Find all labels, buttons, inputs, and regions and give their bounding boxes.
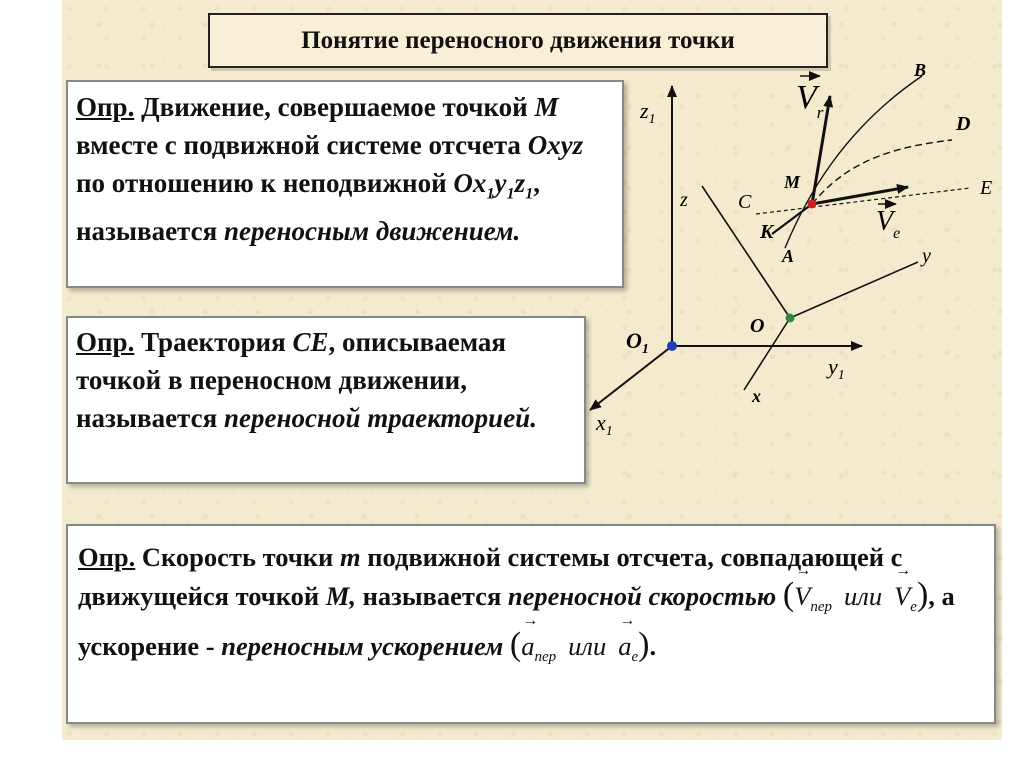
- label-O: O: [750, 315, 765, 337]
- term-transport-acceleration: переносным ускорением: [221, 631, 504, 661]
- trajectory-K: [772, 204, 812, 234]
- svg-text:Vr: $V_r$: [796, 79, 824, 122]
- y-axis: [790, 262, 918, 318]
- relative-trajectory-D: [812, 140, 952, 204]
- svg-text:Ve: $V_e$: [876, 206, 901, 242]
- label-C: C: [738, 191, 752, 213]
- label-E: E: [980, 177, 993, 199]
- term-transport-velocity: переносной скоростью: [507, 581, 777, 611]
- label-Vr: [796, 76, 824, 122]
- label-B: B: [914, 60, 927, 80]
- transport-velocity-vector: [812, 187, 908, 204]
- slide-title: Понятие переносного движения точки: [208, 13, 828, 68]
- label-K: K: [760, 221, 774, 243]
- definition-transport-trajectory: Опр. Траектория CE, описываемая точкой в переносном движении, называется переносной траекторией.: [66, 316, 586, 484]
- point-O: [786, 314, 795, 323]
- label-Ve: [876, 204, 900, 242]
- definition-transport-motion: Опр. Движение, совершаемое точкой M вместе с подвижной системе отсчета Oxyz по отношению к неподвижной $Ox_1y_1z_1$, называется переносным движением.: [66, 80, 624, 288]
- label-A: A: [782, 246, 795, 266]
- label-z1: $z_1$: [640, 98, 656, 127]
- definition-transport-velocity: Опр. Скорость точки m подвижной системы отсчета, совпадающей с движущейся точкой M, называется переносной скоростью (→ $V_{пер}$ $или\to V_e$), а ускорение - переносным ускорением (→ $a_{пер}$ $или\to a_e$).: [66, 524, 996, 724]
- label-M: M: [784, 172, 801, 192]
- label-y1: $y_1$: [828, 354, 845, 383]
- acceleration-notation: (→ $a_{пер}$ $или\to a_e$): [510, 631, 650, 661]
- acceleration-vector: → a: [618, 627, 631, 665]
- label-D: D: [956, 113, 971, 135]
- velocity-vector: → V: [794, 577, 810, 615]
- x1-axis: [590, 346, 672, 410]
- fixed-frame-label: $Ox_1y_1z_1$: [453, 168, 534, 203]
- definition-label: Опр.: [76, 327, 135, 357]
- definition-label: Опр.: [78, 542, 136, 572]
- point-M: [808, 200, 817, 209]
- label-x1: $x_1$: [596, 410, 613, 439]
- label-x: x: [752, 386, 761, 406]
- term-transport-motion: переносным движением.: [224, 216, 521, 247]
- label-z: z: [680, 189, 688, 211]
- velocity-vector: → V: [894, 577, 910, 615]
- definition-label: Опр.: [76, 92, 135, 122]
- velocity-notation: (→ $V_{пер}$ $или\to V_e$): [783, 581, 928, 611]
- point-O1: [667, 341, 677, 351]
- acceleration-vector: → a: [521, 627, 534, 665]
- term-transport-trajectory: переносной траекторией.: [224, 403, 537, 433]
- label-y: y: [922, 245, 931, 267]
- label-O1: $O_1$: [626, 328, 649, 357]
